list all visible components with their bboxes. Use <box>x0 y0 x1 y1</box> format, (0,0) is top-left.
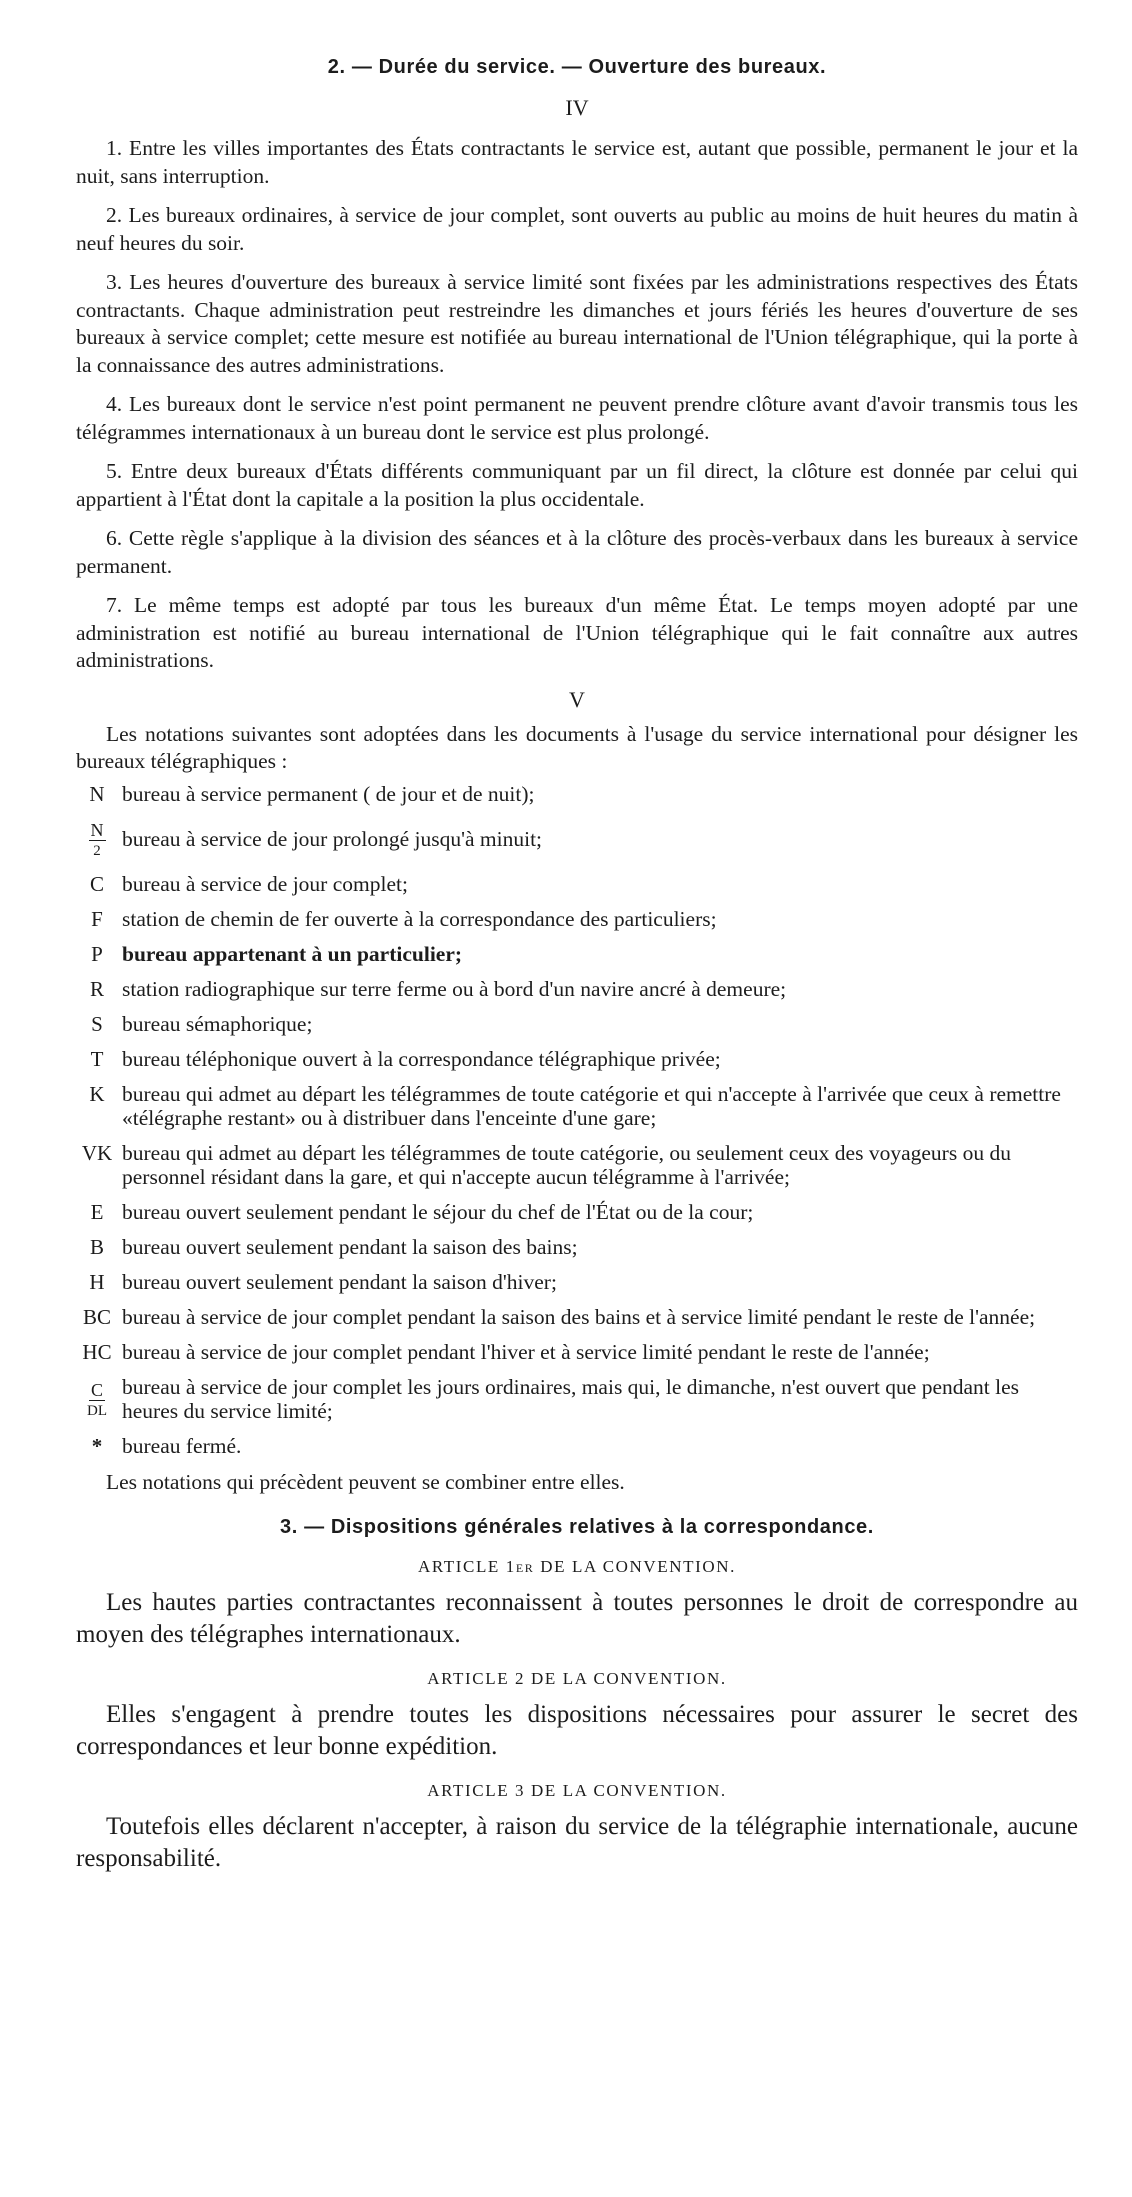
notation-code: F <box>91 906 103 931</box>
notation-code: * <box>91 1433 103 1458</box>
notation-desc: bureau ouvert seulement pendant la saison des bains; <box>122 1234 578 1259</box>
notation-code: H <box>89 1269 105 1294</box>
notation-item <box>76 1375 1078 1423</box>
notation-item <box>76 782 1078 806</box>
notation-item <box>76 1305 1078 1329</box>
notation-code: BC <box>82 1304 111 1329</box>
notation-code <box>76 1377 118 1421</box>
notation-item <box>76 907 1078 931</box>
notation-desc: bureau qui admet au départ les télégrammes de toute catégorie et qui n'accepte à l'arrivée que ceux à remettre «télégraphe restant» ou à distribuer dans l'enceinte d'une gare; <box>122 1081 1061 1130</box>
notation-item <box>76 1047 1078 1071</box>
notation-desc: bureau qui admet au départ les télégrammes de toute catégorie, ou seulement ceux des voyageurs ou du personnel résidant dans la gare, et qui n'accepte aucun télégramme à l'arrivée; <box>122 1140 1011 1189</box>
notation-desc: station de chemin de fer ouverte à la correspondance des particuliers; <box>122 906 717 931</box>
notation-code: T <box>90 1046 104 1071</box>
paragraph-2: 2. Les bureaux ordinaires, à service de jour complet, sont ouverts au public au moins de huit heures du matin à neuf heures du soir. <box>76 203 1078 255</box>
notation-code: VK <box>81 1140 113 1165</box>
notation-desc: station radiographique sur terre ferme ou à bord d'un navire ancré à demeure; <box>122 976 787 1001</box>
article-2-text: Elles s'engagent à prendre toutes les dispositions nécessaires pour assurer le secret des correspondances et leur bonne expédition. <box>76 1700 1078 1760</box>
notation-desc: bureau à service de jour complet les jours ordinaires, mais qui, le dimanche, n'est ouvert que pendant les heures du service limité; <box>122 1374 1020 1423</box>
paragraph-1: 1. Entre les villes importantes des États contractants le service est, autant que possible, permanent le jour et la nuit, sans interruption. <box>76 136 1078 188</box>
notation-desc: bureau à service permanent ( de jour et de nuit); <box>122 781 535 806</box>
paragraph-3: 3. Les heures d'ouverture des bureaux à service limité sont fixées par les administrations respectives des États contractants. Chaque administration peut restreindre les dimanches et jours fériés les heures d'ouverture de ses bureaux à service complet; cette mesure est notifiée au bureau international de l'Union télégraphique, qui la porte à la connaissance des autres administrations. <box>76 270 1078 377</box>
notation-item <box>76 817 1078 861</box>
fraction-code <box>87 1380 107 1421</box>
notations-closing: Les notations qui précèdent peuvent se combiner entre elles. <box>106 1469 625 1494</box>
article-iv-heading: IV <box>565 95 589 120</box>
section-3-title: 3. — Dispositions générales relatives à la correspondance. <box>280 1515 874 1538</box>
notation-item <box>76 942 1078 966</box>
article-1-heading: ARTICLE 1er DE LA CONVENTION. <box>417 1556 737 1576</box>
fraction-numerator: C <box>90 1379 103 1400</box>
notation-list <box>76 782 1078 1458</box>
notation-item <box>76 1082 1078 1130</box>
notation-desc: bureau téléphonique ouvert à la correspondance télégraphique privée; <box>122 1046 721 1071</box>
notation-desc: bureau à service de jour complet pendant l'hiver et à service limité pendant le reste de l'année; <box>122 1339 930 1364</box>
notation-desc: bureau à service de jour complet; <box>122 871 408 896</box>
paragraph-6: 6. Cette règle s'applique à la division des séances et à la clôture des procès-verbaux dans les bureaux à service permanent. <box>76 526 1078 578</box>
notation-desc: bureau sémaphorique; <box>122 1011 313 1036</box>
notation-item <box>76 1141 1078 1189</box>
paragraph-7: 7. Le même temps est adopté par tous les bureaux d'un même État. Le temps moyen adopté par une administration est notifié au bureau international de l'Union télégraphique qui le fait connaître aux autres administrations. <box>76 593 1078 672</box>
article-2-heading: ARTICLE 2 DE LA CONVENTION. <box>427 1668 727 1688</box>
notation-item <box>76 1434 1078 1458</box>
notation-code: C <box>89 871 104 896</box>
notation-code: E <box>90 1199 104 1224</box>
notation-code: HC <box>82 1339 112 1364</box>
notation-code: K <box>89 1081 105 1106</box>
notations-intro: Les notations suivantes sont adoptées dans les documents à l'usage du service international pour désigner les bureaux télégraphiques : <box>76 721 1078 773</box>
notation-desc: bureau fermé. <box>122 1433 242 1458</box>
fraction-code <box>89 820 106 861</box>
paragraph-4: 4. Les bureaux dont le service n'est point permanent ne peuvent prendre clôture avant d'avoir transmis tous les télégrammes internationaux à un bureau dont le service est plus prolongé. <box>76 392 1078 444</box>
notation-item <box>76 1270 1078 1294</box>
article-3-heading: ARTICLE 3 DE LA CONVENTION. <box>427 1780 727 1800</box>
notation-desc: bureau ouvert seulement pendant la saison d'hiver; <box>122 1269 557 1294</box>
notation-code: B <box>89 1234 104 1259</box>
notation-code: R <box>89 976 104 1001</box>
article-3-text: Toutefois elles déclarent n'accepter, à raison du service de la télégraphie internationale, aucune responsabilité. <box>76 1812 1078 1872</box>
notation-desc: bureau à service de jour complet pendant la saison des bains et à service limité pendant le reste de l'année; <box>122 1304 1036 1329</box>
notation-item <box>76 872 1078 896</box>
fraction-denominator: 2 <box>93 842 101 859</box>
notation-code: P <box>91 941 103 966</box>
section-3 <box>76 1516 1078 1875</box>
notation-code <box>76 817 118 861</box>
notation-item <box>76 977 1078 1001</box>
fraction-numerator: N <box>90 819 104 840</box>
notation-desc: bureau à service de jour prolongé jusqu'à minuit; <box>122 826 543 851</box>
document-page <box>76 56 1078 1875</box>
article-1-text: Les hautes parties contractantes reconnaissent à toutes personnes le droit de correspondre au moyen des télégraphes internationaux. <box>76 1588 1078 1648</box>
notation-desc: bureau appartenant à un particulier; <box>122 941 463 966</box>
notation-item <box>76 1340 1078 1364</box>
section-2-title: 2. — Durée du service. — Ouverture des bureaux. <box>327 56 827 78</box>
notation-item <box>76 1235 1078 1259</box>
fraction-denominator: DL <box>87 1402 107 1419</box>
notation-desc: bureau ouvert seulement pendant le séjour du chef de l'État ou de la cour; <box>122 1199 754 1224</box>
notation-code: S <box>91 1011 103 1036</box>
notation-code: N <box>89 781 105 806</box>
notation-item <box>76 1012 1078 1036</box>
paragraph-5: 5. Entre deux bureaux d'États différents communiquant par un fil direct, la clôture est donnée par celui qui appartient à l'État dont la capitale a la position la plus occidentale. <box>76 459 1078 511</box>
article-v-heading: V <box>569 686 585 712</box>
notation-item <box>76 1200 1078 1224</box>
